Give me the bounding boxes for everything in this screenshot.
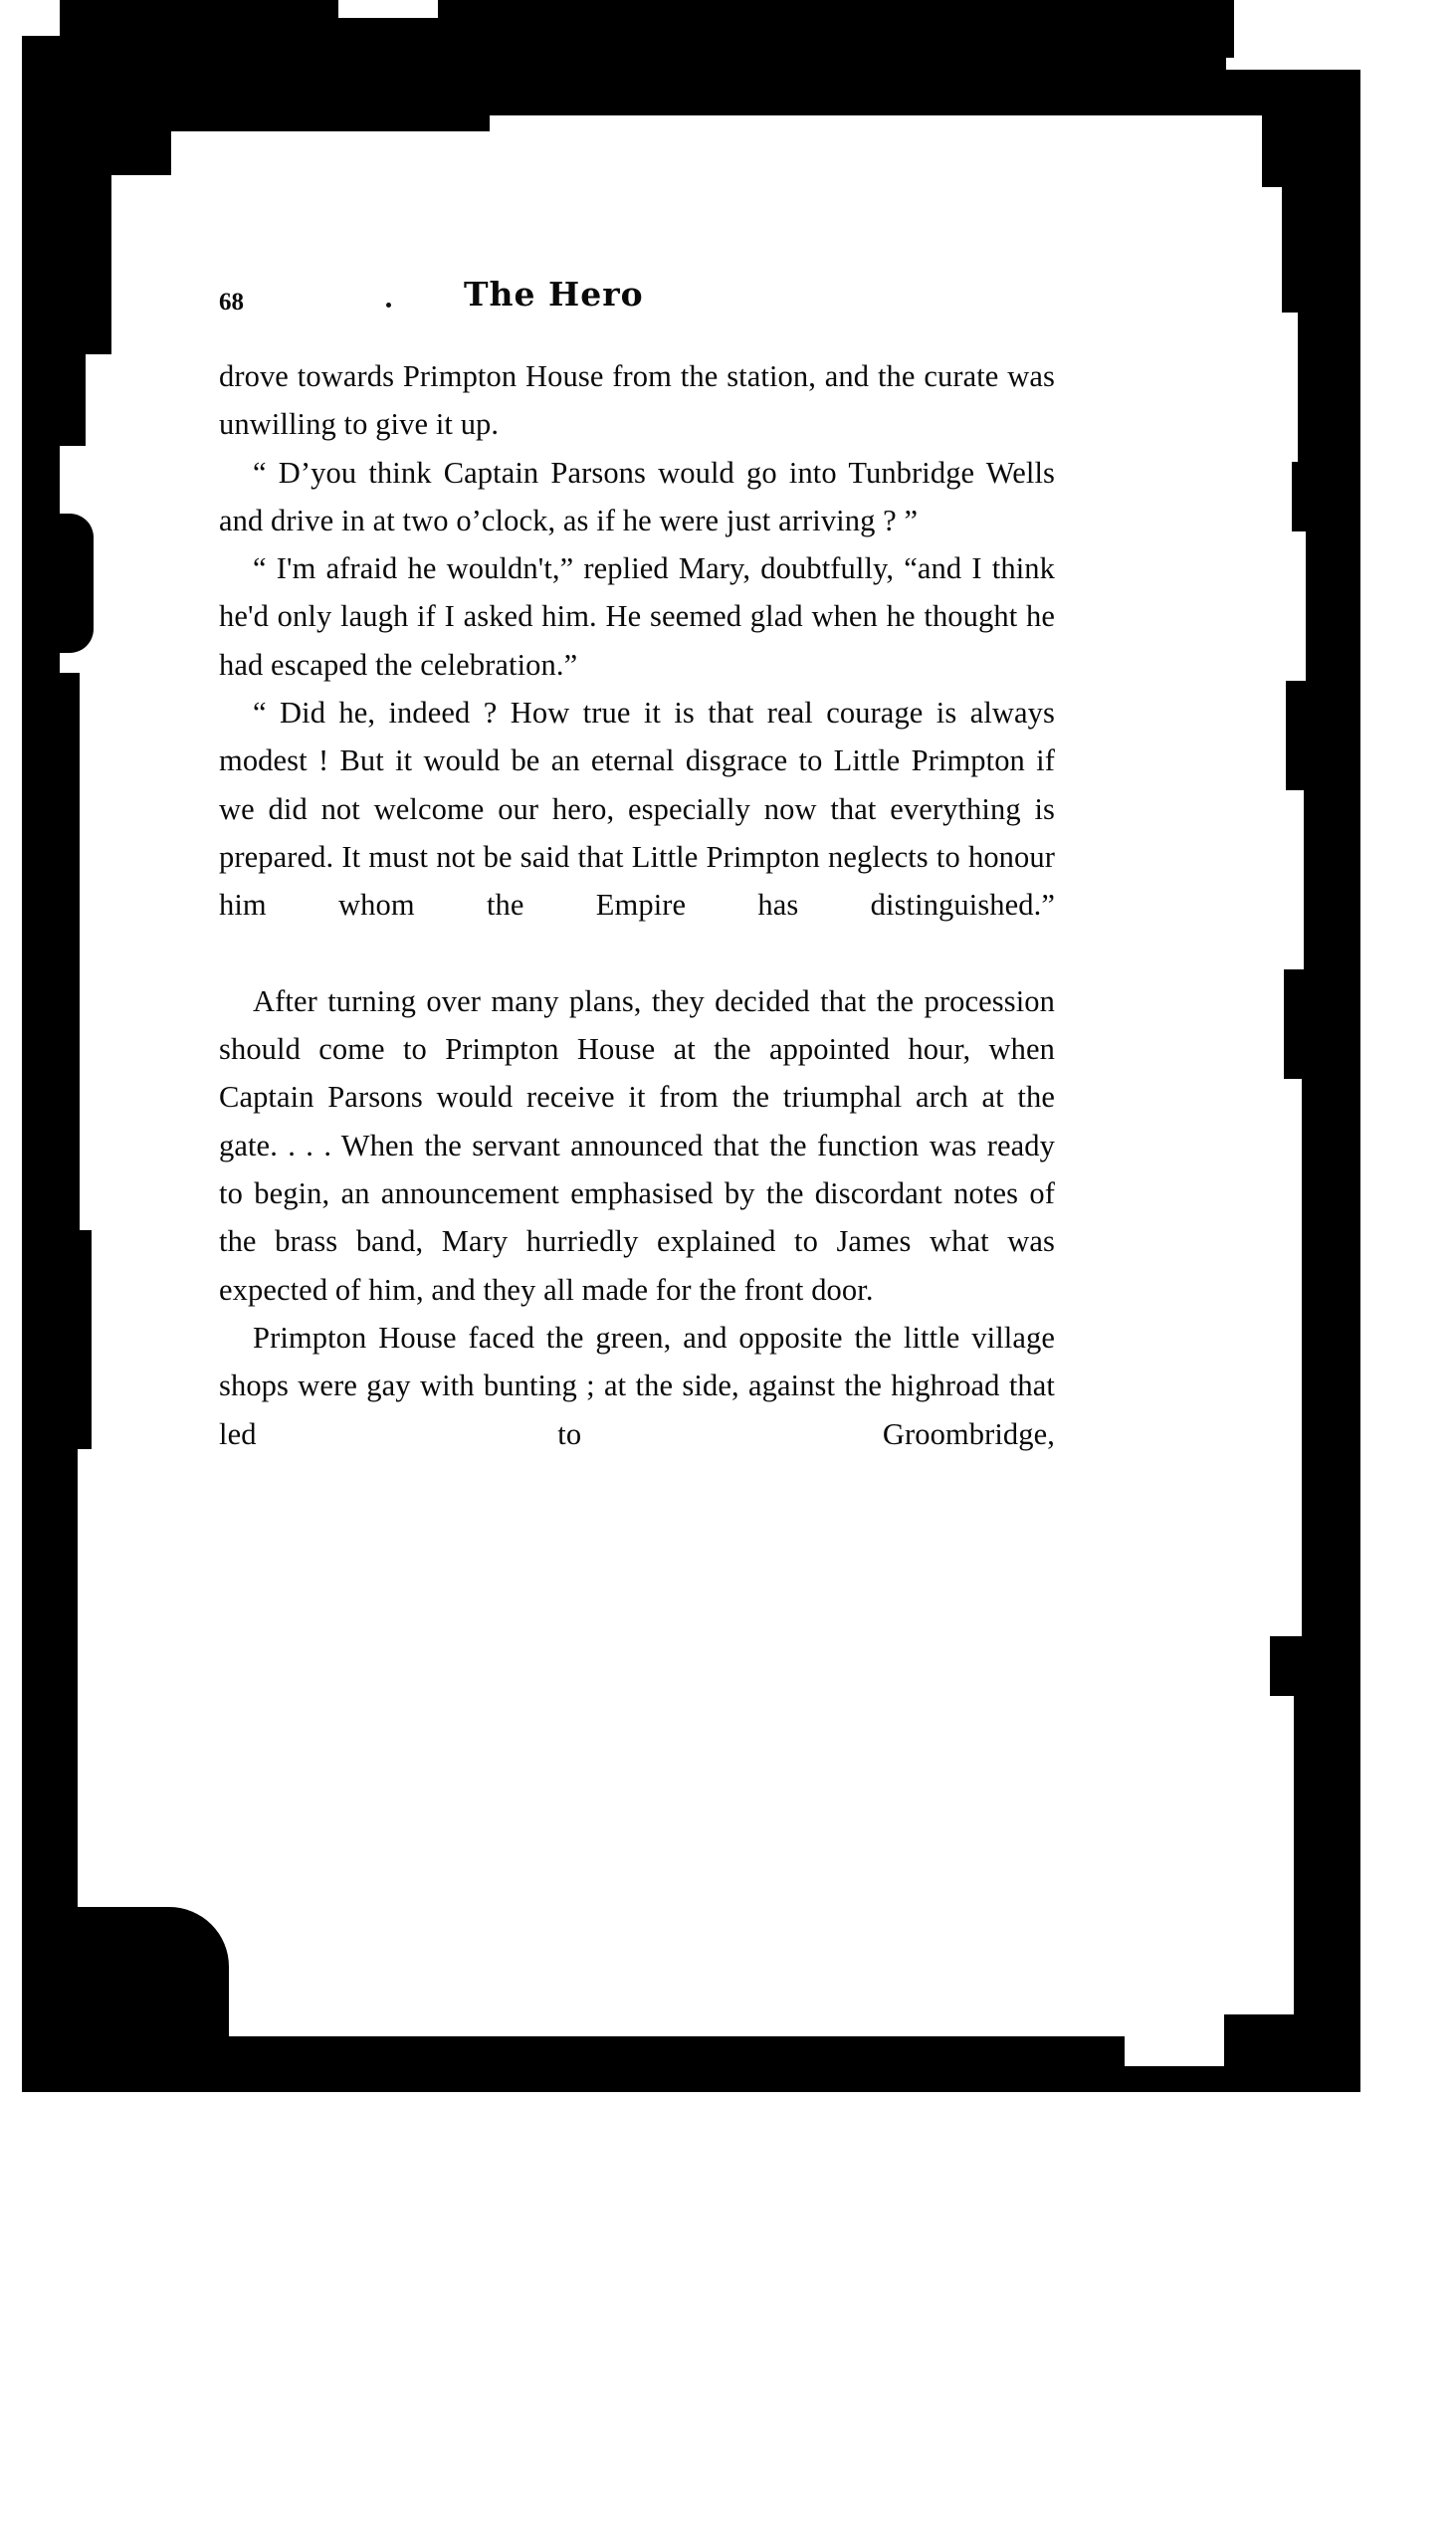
scan-edge-artifact bbox=[171, 115, 490, 131]
scan-edge-artifact bbox=[60, 1230, 92, 1449]
scan-edge-artifact bbox=[60, 1907, 229, 2076]
book-page bbox=[60, 115, 1324, 2066]
scan-notch bbox=[1234, 0, 1361, 58]
scan-edge-artifact bbox=[1298, 313, 1324, 462]
scan-edge-artifact bbox=[60, 354, 86, 446]
paragraph: “ I'm afraid he wouldn't,” replied Mary, doubtfully, “and I think he'd only laugh if I asked him. He seemed glad when he thought he had escaped the celebration.” bbox=[219, 551, 1055, 682]
scan-edge-artifact bbox=[60, 175, 111, 354]
scan-edge-artifact bbox=[1286, 681, 1324, 790]
scan-edge-artifact bbox=[1302, 1079, 1324, 1636]
scan-edge-artifact bbox=[1284, 969, 1324, 1079]
running-head bbox=[219, 275, 1055, 326]
scan-notch bbox=[0, 0, 60, 36]
paragraph: drove towards Primpton House from the station, and the curate was unwilling to give it up. bbox=[219, 359, 1055, 442]
page-number: 68 bbox=[219, 289, 244, 316]
scan-edge-artifact bbox=[1306, 531, 1324, 681]
scan-edge-artifact bbox=[1282, 187, 1324, 313]
page-text-column bbox=[219, 275, 1055, 1506]
scan-edge-artifact bbox=[1270, 1636, 1324, 1696]
paragraph: Primpton House faced the green, and opposite the little village shops were gay with bunting ; at the side, against the highroad that led to Groombridge, bbox=[219, 1320, 1055, 1451]
scan-edge-artifact bbox=[1294, 1696, 1324, 2014]
paragraph: “ D’you think Captain Parsons would go into Tunbridge Wells and drive in at two o’clock, as if he were just arriving ? ” bbox=[219, 455, 1055, 537]
header-dot-mark bbox=[386, 303, 391, 308]
scan-edge-artifact bbox=[229, 2036, 1125, 2076]
scan-edge-artifact bbox=[60, 514, 94, 653]
scan-notch bbox=[1226, 58, 1361, 70]
scan-notch bbox=[338, 0, 438, 18]
scan-edge-artifact bbox=[60, 1449, 78, 1907]
book-title: The Hero bbox=[464, 275, 644, 314]
scan-edge-artifact bbox=[1262, 115, 1324, 187]
scan-edge-artifact bbox=[1224, 2014, 1324, 2076]
scan-notch bbox=[0, 2092, 1361, 2132]
scan-edge-artifact bbox=[1304, 790, 1324, 969]
paragraph: “ Did he, indeed ? How true it is that real courage is always modest ! But it would be an eternal disgrace to Little Primpton if we did not welcome our hero, especially now that everything is prepared. It must not be said that Little Primpton neglects to honour him whom the Empire has distinguished.” bbox=[219, 696, 1055, 923]
paragraph: After turning over many plans, they decided that the procession should come to Primpton House at the appointed hour, when Captain Parsons would receive it from the triumphal arch at the gate. . . . When the servant announced that the function was ready to begin, an announcement emphasised by the discordant notes of the brass band, Mary hurriedly explained to James what was expected of him, and they all made for the front door. bbox=[219, 983, 1055, 1307]
scan-edge-artifact bbox=[1292, 462, 1324, 531]
scan-edge-artifact bbox=[60, 115, 171, 175]
